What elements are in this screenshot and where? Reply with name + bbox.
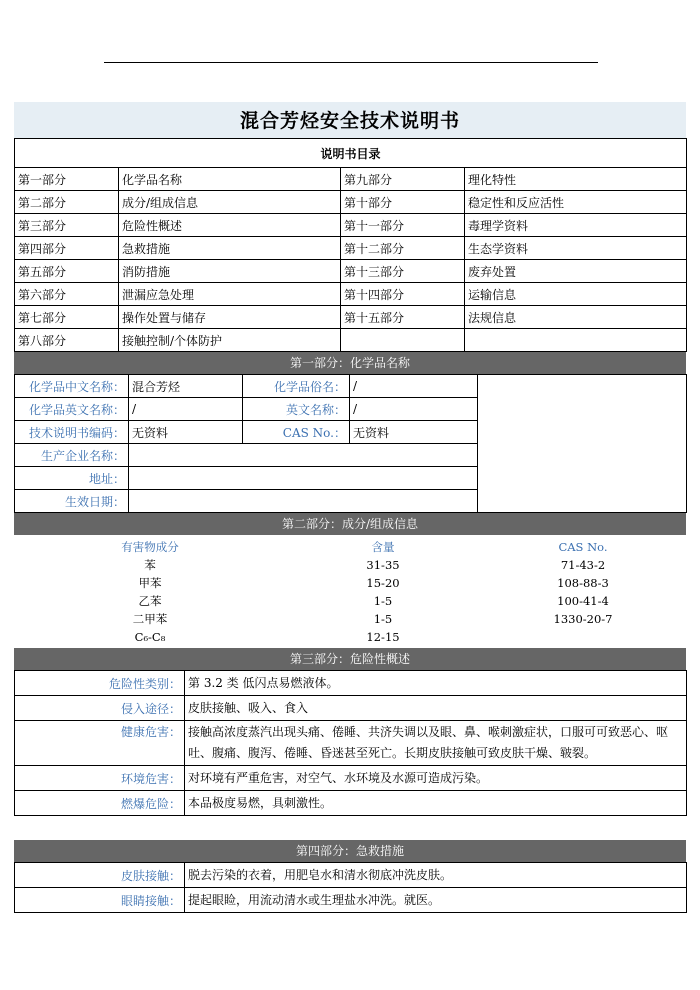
component-name: 苯 (144, 558, 156, 572)
field-value: 接触高浓度蒸汽出现头痛、倦睡、共济失调以及眼、鼻、喉刺激症状，口服可可致恶心、呕吐、腹痛、腹泻、倦睡、昏迷甚至死亡。长期皮肤接触可致皮肤干燥、皲裂。 (185, 721, 687, 766)
date-label: 生效日期： (15, 490, 129, 513)
part3-row (15, 671, 687, 696)
section-header-part2: 第二部分：成分/组成信息 (14, 513, 686, 535)
component-cas: 100-41-4 (557, 594, 609, 608)
composition-row (14, 592, 686, 610)
component-content: 12-15 (366, 630, 400, 644)
toc-part-num: 第七部分 (15, 306, 119, 329)
toc-part-num: 第八部分 (15, 329, 119, 352)
component-content: 1-5 (373, 594, 393, 608)
component-content: 31-35 (366, 558, 400, 572)
header-rule (104, 62, 598, 63)
component-content: 15-20 (366, 576, 400, 590)
toc-part-name: 泄漏应急处理 (119, 283, 341, 306)
composition-table (14, 538, 686, 646)
toc-row (15, 283, 687, 306)
toc-part-num: 第二部分 (15, 191, 119, 214)
cn-name-value: 混合芳烃 (129, 375, 243, 398)
en-name2-value: / (350, 398, 478, 421)
toc-part-num: 第十二部分 (341, 237, 465, 260)
component-cas: 1330-20-7 (553, 612, 613, 626)
toc-part-name: 急救措施 (119, 237, 341, 260)
cas-value: 无资料 (350, 421, 478, 444)
field-value: 本品极度易燃，具刺激性。 (185, 791, 687, 816)
component-name: 二甲苯 (132, 612, 168, 626)
component-cas: 108-88-3 (557, 576, 609, 590)
toc-row (15, 329, 687, 352)
part3-table (14, 670, 687, 816)
date-value (129, 490, 478, 513)
toc-part-num: 第一部分 (15, 168, 119, 191)
composition-row (14, 628, 686, 646)
code-value: 无资料 (129, 421, 243, 444)
manufacturer-value (129, 444, 478, 467)
composition-row (14, 556, 686, 574)
part3-row (15, 721, 687, 766)
address-value (129, 467, 478, 490)
common-name-label: 化学品俗名： (243, 375, 350, 398)
toc-part-num (341, 329, 465, 352)
toc-part-num: 第十三部分 (341, 260, 465, 283)
common-name-value: / (350, 375, 478, 398)
part4-row (15, 888, 687, 913)
toc-part-num: 第九部分 (341, 168, 465, 191)
toc-part-name: 成分/组成信息 (119, 191, 341, 214)
toc-part-name: 理化特性 (465, 168, 687, 191)
comp-header-cas: CAS No. (558, 540, 608, 554)
code-label: 技术说明书编码： (15, 421, 129, 444)
toc-part-num: 第十四部分 (341, 283, 465, 306)
toc-table (14, 138, 687, 352)
component-cas (480, 628, 686, 646)
component-name: C₆-C₈ (134, 630, 166, 644)
component-name: 乙苯 (138, 594, 162, 608)
field-value: 脱去污染的衣着，用肥皂水和清水彻底冲洗皮肤。 (185, 863, 687, 888)
field-label: 危险性类别： (15, 671, 185, 696)
toc-row (15, 214, 687, 237)
section-header-part3: 第三部分：危险性概述 (14, 648, 686, 670)
toc-part-name: 毒理学资料 (465, 214, 687, 237)
composition-row (14, 610, 686, 628)
section-header-part4: 第四部分：急救措施 (14, 840, 686, 862)
part1-blank-cell (478, 375, 687, 513)
part3-row (15, 766, 687, 791)
field-label: 燃爆危险： (15, 791, 185, 816)
toc-row (15, 237, 687, 260)
component-content: 1-5 (373, 612, 393, 626)
field-label: 皮肤接触： (15, 863, 185, 888)
toc-part-num: 第十五部分 (341, 306, 465, 329)
field-value: 皮肤接触、吸入、食入 (185, 696, 687, 721)
field-label: 健康危害： (15, 721, 185, 766)
part4-row (15, 863, 687, 888)
en-name-label: 化学品英文名称： (15, 398, 129, 421)
page-title: 混合芳烃安全技术说明书 (14, 102, 686, 138)
toc-part-name: 化学品名称 (119, 168, 341, 191)
toc-row (15, 191, 687, 214)
field-label: 眼睛接触： (15, 888, 185, 913)
field-value: 第 3.2 类 低闪点易燃液体。 (185, 671, 687, 696)
toc-part-name (465, 329, 687, 352)
cas-label: CAS No.： (243, 421, 350, 444)
part3-row (15, 696, 687, 721)
toc-part-num: 第十部分 (341, 191, 465, 214)
toc-part-name: 操作处置与储存 (119, 306, 341, 329)
toc-row (15, 260, 687, 283)
toc-part-num: 第三部分 (15, 214, 119, 237)
manufacturer-label: 生产企业名称： (15, 444, 129, 467)
component-name: 甲苯 (138, 576, 162, 590)
component-cas: 71-43-2 (560, 558, 606, 572)
toc-heading: 说明书目录 (15, 139, 687, 168)
toc-part-num: 第十一部分 (341, 214, 465, 237)
part4-table (14, 862, 687, 913)
composition-row (14, 574, 686, 592)
part3-row (15, 791, 687, 816)
comp-header-content: 含量 (371, 540, 395, 554)
toc-part-name: 稳定性和反应活性 (465, 191, 687, 214)
part1-table (14, 374, 687, 513)
toc-part-name: 废弃处置 (465, 260, 687, 283)
toc-part-num: 第五部分 (15, 260, 119, 283)
toc-part-name: 运输信息 (465, 283, 687, 306)
cn-name-label: 化学品中文名称： (15, 375, 129, 398)
en-name-value: / (129, 398, 243, 421)
toc-part-name: 生态学资料 (465, 237, 687, 260)
address-label: 地址： (15, 467, 129, 490)
toc-part-num: 第六部分 (15, 283, 119, 306)
toc-row (15, 306, 687, 329)
field-value: 对环境有严重危害，对空气、水环境及水源可造成污染。 (185, 766, 687, 791)
toc-part-name: 法规信息 (465, 306, 687, 329)
field-value: 提起眼睑，用流动清水或生理盐水冲洗。就医。 (185, 888, 687, 913)
toc-part-num: 第四部分 (15, 237, 119, 260)
field-label: 侵入途径： (15, 696, 185, 721)
toc-part-name: 消防措施 (119, 260, 341, 283)
toc-row (15, 168, 687, 191)
field-label: 环境危害： (15, 766, 185, 791)
toc-part-name: 危险性概述 (119, 214, 341, 237)
document (14, 102, 686, 913)
section-header-part1: 第一部分：化学品名称 (14, 352, 686, 374)
toc-part-name: 接触控制/个体防护 (119, 329, 341, 352)
en-name2-label: 英文名称： (243, 398, 350, 421)
comp-header-name: 有害物成分 (121, 540, 179, 554)
